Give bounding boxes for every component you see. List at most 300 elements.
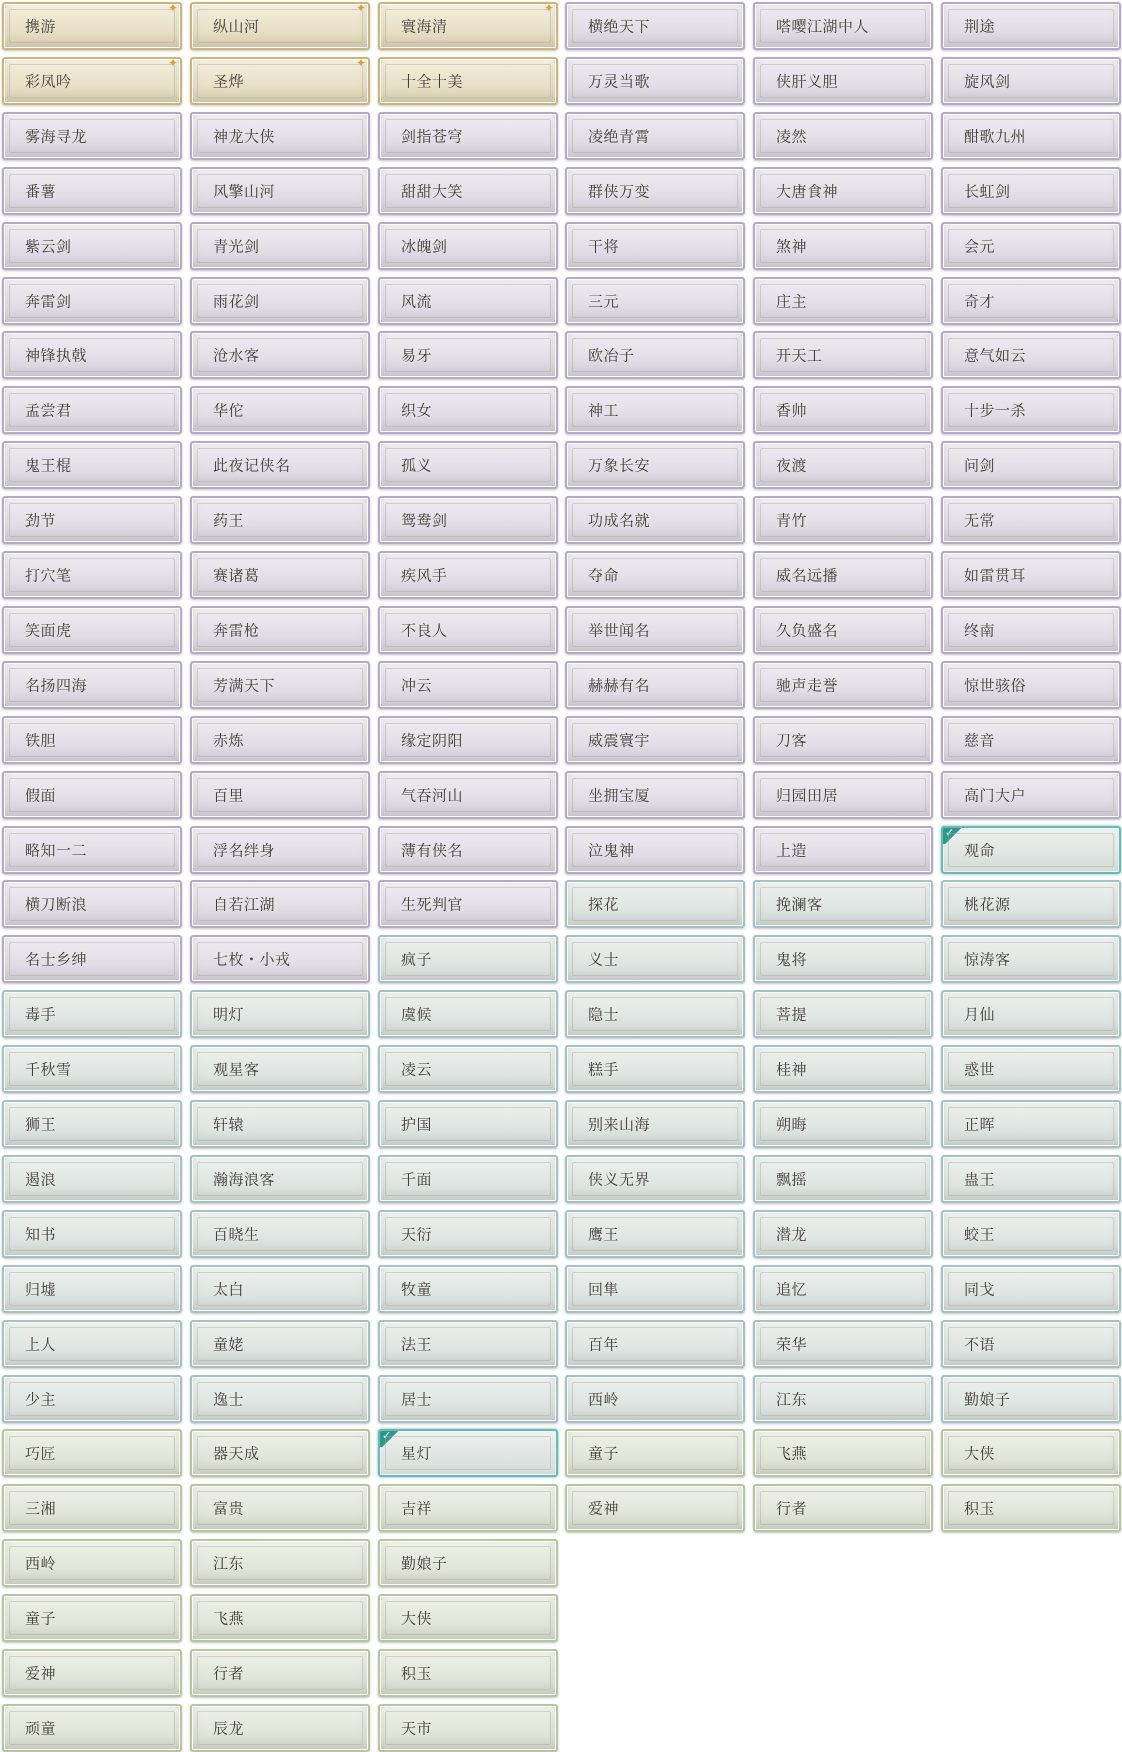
title-card-label: 药王 — [213, 511, 245, 530]
title-card[interactable] — [190, 277, 370, 325]
title-card-label: 居士 — [401, 1390, 433, 1408]
title-card-label: 童子 — [588, 1444, 620, 1463]
title-card[interactable] — [190, 1429, 370, 1477]
title-card[interactable] — [941, 1484, 1121, 1532]
title-card-label: 酣歌九州 — [964, 127, 1027, 146]
title-card[interactable] — [565, 1155, 745, 1203]
title-card-label: 富贵 — [213, 1499, 245, 1518]
title-card-label: 意气如云 — [964, 346, 1027, 365]
title-card-label: 如雷贯耳 — [964, 566, 1027, 585]
title-card[interactable] — [2, 167, 182, 215]
title-card[interactable] — [565, 1100, 745, 1148]
title-card[interactable] — [565, 716, 745, 764]
title-card-label: 隐士 — [588, 1005, 620, 1024]
title-card-label: 勤娘子 — [401, 1554, 448, 1573]
title-card[interactable] — [2, 1045, 182, 1093]
title-card-label: 同戈 — [964, 1280, 996, 1299]
title-card[interactable] — [378, 1320, 558, 1368]
title-card[interactable] — [565, 661, 745, 709]
title-card-label: 携游 — [25, 17, 57, 36]
title-card[interactable] — [2, 1210, 182, 1258]
title-card-label: 观星客 — [213, 1060, 260, 1079]
title-card[interactable] — [753, 277, 933, 325]
title-card-label: 浮名绊身 — [213, 841, 276, 859]
title-card-label: 威名远播 — [776, 566, 839, 585]
title-card-label: 雾海寻龙 — [25, 127, 88, 146]
title-card-label: 毒手 — [25, 1005, 57, 1024]
title-card-label: 积玉 — [401, 1664, 433, 1683]
title-card[interactable] — [753, 1375, 933, 1423]
title-card-label: 追忆 — [776, 1280, 808, 1299]
title-card[interactable] — [378, 1155, 558, 1203]
title-card-label: 煞神 — [776, 237, 808, 256]
title-card[interactable] — [2, 1375, 182, 1423]
title-card-label: 器天成 — [213, 1444, 260, 1463]
title-card[interactable] — [378, 1539, 558, 1587]
title-card-label: 江东 — [213, 1554, 245, 1573]
title-card[interactable] — [565, 826, 745, 874]
title-card-label: 自若江湖 — [213, 895, 276, 914]
title-card[interactable] — [190, 1649, 370, 1697]
title-card-label: 飞燕 — [213, 1609, 245, 1628]
title-card-label: 百晓生 — [213, 1225, 260, 1244]
title-card-label: 别来山海 — [588, 1115, 651, 1134]
title-card[interactable] — [378, 1100, 558, 1148]
title-card[interactable] — [565, 112, 745, 160]
title-card-label: 回隼 — [588, 1280, 620, 1299]
title-card[interactable] — [190, 551, 370, 599]
title-card[interactable] — [753, 606, 933, 654]
title-card[interactable] — [190, 331, 370, 379]
title-card[interactable] — [753, 57, 933, 105]
title-card[interactable] — [753, 167, 933, 215]
title-card[interactable] — [2, 441, 182, 489]
title-card-label: 高门大户 — [964, 786, 1027, 805]
title-card-label: 大侠 — [401, 1609, 433, 1628]
title-card[interactable] — [2, 990, 182, 1038]
title-card[interactable] — [753, 112, 933, 160]
title-card-label: 紫云剑 — [25, 237, 72, 256]
title-card[interactable] — [190, 826, 370, 874]
title-card-label: 十全十美 — [401, 72, 464, 91]
title-card[interactable] — [378, 1594, 558, 1642]
title-card-label: 顽童 — [25, 1719, 57, 1738]
title-card[interactable] — [2, 1594, 182, 1642]
title-card[interactable] — [378, 716, 558, 764]
title-card-label: 千面 — [401, 1170, 433, 1189]
title-card[interactable] — [941, 661, 1121, 709]
title-card-label: 童子 — [25, 1609, 57, 1628]
title-card-label: 千秋雪 — [25, 1060, 72, 1079]
title-card-label: 劲节 — [25, 511, 57, 530]
title-card[interactable] — [378, 1265, 558, 1313]
title-card[interactable] — [378, 771, 558, 819]
title-card[interactable] — [378, 826, 558, 874]
title-card[interactable] — [941, 1375, 1121, 1423]
title-card[interactable] — [753, 1155, 933, 1203]
title-card-label: 牧童 — [401, 1280, 433, 1299]
title-card[interactable] — [753, 716, 933, 764]
title-card-label: 长虹剑 — [964, 182, 1011, 201]
title-card-label: 大侠 — [964, 1444, 996, 1463]
title-card-label: 功成名就 — [588, 511, 651, 530]
title-card[interactable] — [378, 661, 558, 709]
title-card[interactable] — [190, 935, 370, 983]
title-card[interactable] — [2, 386, 182, 434]
title-card-label: 月仙 — [964, 1005, 996, 1024]
title-card-label: 知书 — [25, 1225, 57, 1244]
title-card[interactable] — [190, 1155, 370, 1203]
title-card[interactable] — [2, 1155, 182, 1203]
title-card[interactable] — [565, 1045, 745, 1093]
check-icon: ✓ — [380, 1431, 400, 1447]
title-card[interactable] — [565, 1429, 745, 1477]
title-card[interactable] — [190, 386, 370, 434]
title-card[interactable] — [565, 551, 745, 599]
title-card-label: 铁胆 — [25, 731, 57, 750]
title-card[interactable] — [378, 331, 558, 379]
title-card[interactable] — [753, 1429, 933, 1477]
title-card[interactable] — [378, 277, 558, 325]
title-card[interactable] — [2, 57, 182, 105]
title-card[interactable] — [190, 112, 370, 160]
title-card-label: 剑指苍穹 — [401, 127, 464, 146]
title-card-label: 刀客 — [776, 731, 808, 750]
title-card-label: 挽澜客 — [776, 895, 823, 914]
title-card-label: 略知一二 — [25, 841, 88, 859]
title-card[interactable] — [565, 277, 745, 325]
title-card[interactable] — [2, 1704, 182, 1752]
title-card-label: 吉祥 — [401, 1499, 433, 1518]
title-card[interactable] — [753, 1210, 933, 1258]
title-card[interactable] — [190, 496, 370, 544]
title-card-label: 威震寰宇 — [588, 731, 651, 750]
title-card[interactable] — [378, 386, 558, 434]
title-card-label: 孟尝君 — [25, 401, 72, 420]
title-card[interactable] — [565, 1320, 745, 1368]
title-card-label: 沧水客 — [213, 346, 260, 365]
title-card[interactable] — [753, 386, 933, 434]
title-card-label: 旋风剑 — [964, 72, 1011, 91]
title-card-label: 奔雷枪 — [213, 621, 260, 640]
title-card-label: 逸士 — [213, 1390, 245, 1408]
title-card[interactable] — [941, 57, 1121, 105]
title-card[interactable] — [378, 112, 558, 160]
title-card-label: 惊世骇俗 — [964, 676, 1027, 695]
title-card[interactable] — [565, 331, 745, 379]
title-card[interactable] — [190, 1484, 370, 1532]
title-card[interactable] — [378, 441, 558, 489]
title-card[interactable] — [190, 606, 370, 654]
title-card[interactable] — [941, 112, 1121, 160]
title-card[interactable] — [753, 1045, 933, 1093]
title-card[interactable] — [190, 1539, 370, 1587]
title-card-label: 赛诸葛 — [213, 566, 260, 585]
title-card-label: 假面 — [25, 786, 57, 805]
title-card-label: 无常 — [964, 511, 996, 530]
title-card-label: 西岭 — [25, 1554, 57, 1573]
title-card[interactable] — [941, 2, 1121, 50]
title-card[interactable] — [941, 331, 1121, 379]
title-card[interactable] — [565, 2, 745, 50]
title-card[interactable] — [753, 880, 933, 928]
title-card[interactable] — [378, 2, 558, 50]
title-card-label: 行者 — [776, 1499, 808, 1518]
title-card-label: 缘定阴阳 — [401, 731, 464, 750]
title-card[interactable] — [941, 496, 1121, 544]
title-card[interactable] — [753, 222, 933, 270]
title-card-label: 蛊王 — [964, 1170, 996, 1189]
title-card[interactable] — [941, 167, 1121, 215]
title-card[interactable] — [565, 606, 745, 654]
title-card[interactable] — [190, 880, 370, 928]
title-card[interactable] — [941, 386, 1121, 434]
title-card[interactable] — [190, 1375, 370, 1423]
title-card-label: 气吞河山 — [401, 786, 464, 805]
title-card[interactable] — [190, 716, 370, 764]
title-card-label: 夜渡 — [776, 456, 808, 475]
title-card[interactable] — [565, 880, 745, 928]
title-card[interactable] — [565, 1265, 745, 1313]
title-card[interactable] — [2, 112, 182, 160]
title-card-label: 狮王 — [25, 1115, 57, 1134]
title-card[interactable] — [565, 1484, 745, 1532]
title-card-label: 风擎山河 — [213, 182, 276, 201]
title-card-label: 赤炼 — [213, 731, 245, 750]
title-card[interactable] — [565, 771, 745, 819]
title-card[interactable] — [190, 1100, 370, 1148]
title-card-label: 鬼将 — [776, 950, 808, 969]
title-card[interactable] — [190, 2, 370, 50]
title-card[interactable] — [941, 990, 1121, 1038]
title-card-label: 华佗 — [213, 401, 245, 420]
title-card[interactable] — [565, 935, 745, 983]
title-card[interactable] — [2, 1265, 182, 1313]
title-card-label: 行者 — [213, 1664, 245, 1683]
title-card[interactable] — [2, 1649, 182, 1697]
title-card[interactable] — [190, 57, 370, 105]
title-card[interactable] — [753, 1320, 933, 1368]
title-card[interactable] — [941, 222, 1121, 270]
title-card-label: 香帅 — [776, 401, 808, 420]
title-card-label: 遏浪 — [25, 1170, 57, 1189]
title-card[interactable] — [753, 496, 933, 544]
title-card-label: 侠义无界 — [588, 1170, 651, 1189]
title-card[interactable] — [378, 167, 558, 215]
title-card[interactable] — [941, 1210, 1121, 1258]
title-card[interactable] — [2, 935, 182, 983]
title-card[interactable] — [190, 1704, 370, 1752]
title-card[interactable] — [753, 2, 933, 50]
title-card[interactable] — [753, 1100, 933, 1148]
title-card[interactable] — [2, 496, 182, 544]
title-card-label: 青光剑 — [213, 237, 260, 256]
title-card[interactable] — [753, 661, 933, 709]
title-card-label: 巧匠 — [25, 1444, 57, 1463]
title-card[interactable] — [190, 1265, 370, 1313]
title-card[interactable] — [2, 551, 182, 599]
title-card[interactable] — [378, 496, 558, 544]
title-card[interactable] — [190, 661, 370, 709]
title-card[interactable] — [941, 1429, 1121, 1477]
check-icon: ✓ — [943, 828, 963, 844]
title-card-label: 十步一杀 — [964, 401, 1027, 420]
title-card-label: 江东 — [776, 1390, 808, 1408]
title-card[interactable] — [565, 990, 745, 1038]
title-card-label: 奇才 — [964, 292, 996, 310]
title-card[interactable] — [378, 57, 558, 105]
title-card[interactable] — [190, 771, 370, 819]
title-card[interactable] — [941, 1155, 1121, 1203]
title-card[interactable] — [941, 1320, 1121, 1368]
title-card-label: 勤娘子 — [964, 1390, 1011, 1408]
title-card[interactable] — [378, 935, 558, 983]
title-card-label: 万灵当歌 — [588, 72, 651, 91]
title-card[interactable] — [941, 551, 1121, 599]
title-card-label: 此夜记侠名 — [213, 456, 291, 475]
title-card[interactable] — [565, 386, 745, 434]
title-card[interactable] — [378, 880, 558, 928]
title-card[interactable] — [753, 1484, 933, 1532]
title-card[interactable] — [2, 222, 182, 270]
title-card[interactable] — [753, 935, 933, 983]
title-card[interactable] — [565, 57, 745, 105]
title-card[interactable] — [378, 606, 558, 654]
title-card[interactable] — [753, 551, 933, 599]
title-card-label: 不良人 — [401, 621, 448, 640]
title-card[interactable] — [941, 1265, 1121, 1313]
title-card[interactable] — [190, 441, 370, 489]
title-card-label: 轩辕 — [213, 1115, 245, 1134]
title-card[interactable] — [190, 222, 370, 270]
title-card[interactable] — [190, 1320, 370, 1368]
title-card[interactable] — [2, 880, 182, 928]
title-card[interactable] — [190, 1045, 370, 1093]
title-card-label: 彩凤吟 — [25, 72, 72, 91]
title-card[interactable] — [941, 606, 1121, 654]
title-card[interactable] — [941, 880, 1121, 928]
title-card[interactable] — [941, 716, 1121, 764]
title-card-label: 薄有侠名 — [401, 841, 464, 859]
title-card[interactable] — [190, 1210, 370, 1258]
title-card-label: 疾风手 — [401, 566, 448, 585]
title-card[interactable] — [2, 661, 182, 709]
title-card[interactable] — [565, 1210, 745, 1258]
title-card[interactable] — [378, 1429, 558, 1477]
title-card[interactable] — [190, 990, 370, 1038]
title-card[interactable] — [378, 1210, 558, 1258]
title-card[interactable] — [2, 1484, 182, 1532]
title-card[interactable] — [2, 1320, 182, 1368]
title-card[interactable] — [378, 222, 558, 270]
title-card[interactable] — [2, 1429, 182, 1477]
title-card[interactable] — [941, 826, 1121, 874]
title-card-label: 会元 — [964, 237, 996, 256]
title-card-label: 横刀断浪 — [25, 895, 88, 914]
title-card[interactable] — [378, 551, 558, 599]
title-card[interactable] — [565, 222, 745, 270]
title-card-label: 坐拥宝厦 — [588, 786, 651, 805]
title-card-label: 纵山河 — [213, 17, 260, 36]
title-card[interactable] — [378, 1704, 558, 1752]
title-card[interactable] — [2, 2, 182, 50]
title-card-label: 探花 — [588, 895, 620, 914]
title-card[interactable] — [753, 826, 933, 874]
title-card[interactable] — [2, 331, 182, 379]
title-card[interactable] — [941, 935, 1121, 983]
title-card-label: 慈音 — [964, 731, 996, 750]
title-card-label: 奔雷剑 — [25, 292, 72, 310]
title-card-label: 归墟 — [25, 1280, 57, 1299]
title-card-label: 童姥 — [213, 1335, 245, 1354]
title-card-label: 桂神 — [776, 1060, 808, 1079]
title-card-label: 太白 — [213, 1280, 245, 1299]
title-card-label: 百年 — [588, 1335, 620, 1354]
title-card-label: 鬼王棍 — [25, 456, 72, 475]
title-card-label: 问剑 — [964, 456, 996, 475]
title-card-label: 蛟王 — [964, 1225, 996, 1244]
title-card[interactable] — [565, 441, 745, 489]
title-card-label: 久负盛名 — [776, 621, 839, 640]
title-card[interactable] — [753, 771, 933, 819]
title-card-label: 上造 — [776, 841, 808, 859]
title-card[interactable] — [753, 331, 933, 379]
title-card-label: 冲云 — [401, 676, 433, 695]
title-card[interactable] — [941, 771, 1121, 819]
title-card[interactable] — [2, 1100, 182, 1148]
title-card-label: 神龙大侠 — [213, 127, 276, 146]
title-card-label: 惑世 — [964, 1060, 996, 1079]
title-card[interactable] — [941, 277, 1121, 325]
title-card-label: 甜甜大笑 — [401, 182, 464, 201]
title-card[interactable] — [2, 771, 182, 819]
title-card-label: 爱神 — [588, 1499, 620, 1518]
title-card-label: 爱神 — [25, 1664, 57, 1683]
title-card[interactable] — [190, 1594, 370, 1642]
title-card-label: 名士乡绅 — [25, 950, 88, 969]
title-card[interactable] — [941, 1045, 1121, 1093]
title-card[interactable] — [190, 167, 370, 215]
title-card[interactable] — [2, 277, 182, 325]
title-card[interactable] — [2, 826, 182, 874]
title-card[interactable] — [2, 606, 182, 654]
title-card[interactable] — [753, 441, 933, 489]
title-card-label: 惊涛客 — [964, 950, 1011, 969]
title-card[interactable] — [565, 167, 745, 215]
title-card[interactable] — [378, 1045, 558, 1093]
title-card[interactable] — [753, 990, 933, 1038]
title-card[interactable] — [565, 1375, 745, 1423]
title-card[interactable] — [565, 496, 745, 544]
title-card-label: 星灯 — [401, 1444, 433, 1463]
title-card-label: 易牙 — [401, 346, 433, 365]
title-card[interactable] — [378, 1484, 558, 1532]
title-card-label: 三湘 — [25, 1499, 57, 1518]
title-card-label: 嗒嘤江湖中人 — [776, 17, 870, 36]
title-card[interactable] — [378, 990, 558, 1038]
title-card[interactable] — [941, 1100, 1121, 1148]
title-card[interactable] — [2, 1539, 182, 1587]
title-card[interactable] — [941, 441, 1121, 489]
title-card[interactable] — [753, 1265, 933, 1313]
title-card[interactable] — [378, 1649, 558, 1697]
title-card-label: 终南 — [964, 621, 996, 640]
title-card-label: 菩提 — [776, 1005, 808, 1024]
title-card[interactable] — [378, 1375, 558, 1423]
title-card-label: 打穴笔 — [25, 566, 72, 585]
title-card[interactable] — [2, 716, 182, 764]
title-card-label: 夺命 — [588, 566, 620, 585]
